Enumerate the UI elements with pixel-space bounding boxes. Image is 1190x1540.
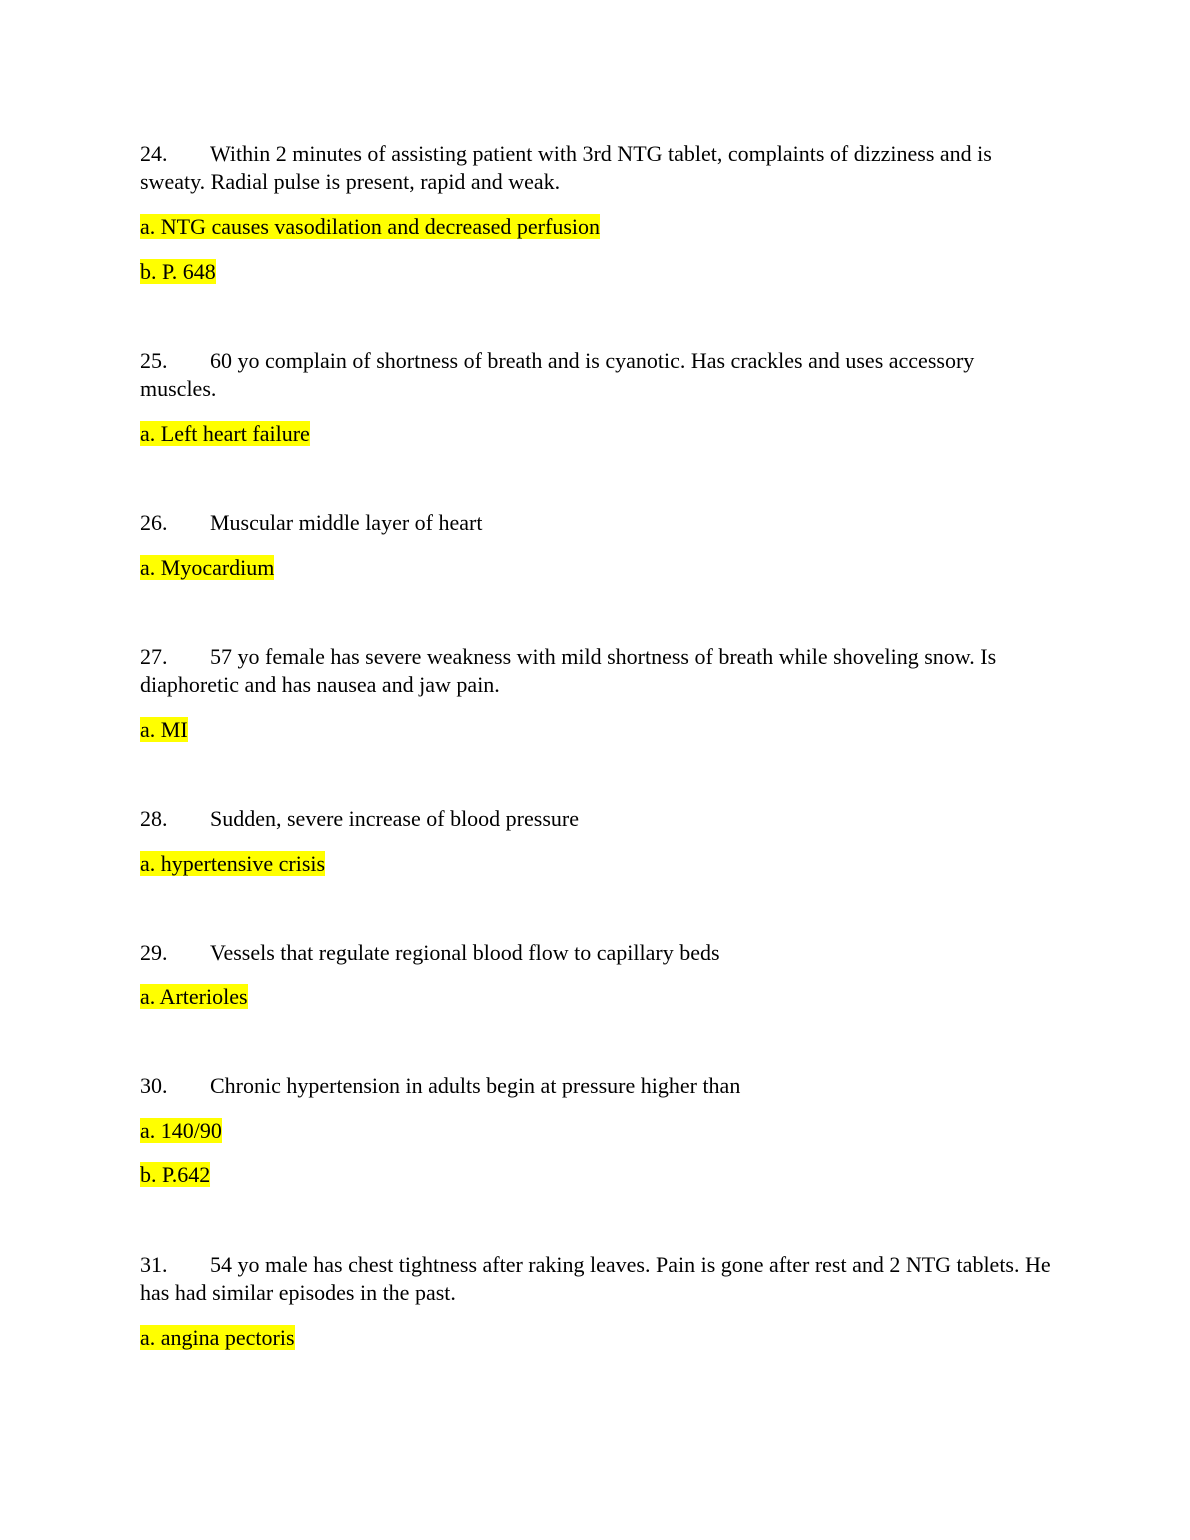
highlighted-answer: a. Myocardium (140, 555, 275, 580)
question-number: 24. (140, 141, 168, 166)
answer-31-a (140, 1324, 295, 1352)
question-25 (140, 347, 1052, 403)
highlighted-answer: a. 140/90 (140, 1118, 222, 1143)
highlighted-answer: b. P.642 (140, 1162, 211, 1187)
question-text: 54 yo male has chest tightness after raking leaves. Pain is gone after rest and 2 NTG tablets. He has had similar episodes in the past. (140, 1252, 1051, 1305)
question-number: 26. (140, 510, 168, 535)
question-number: 30. (140, 1073, 168, 1098)
answer-27-a (140, 716, 188, 744)
question-number: 29. (140, 940, 168, 965)
answer-30-b (140, 1161, 210, 1189)
question-text: Within 2 minutes of assisting patient with 3rd NTG tablet, complaints of dizziness and is sweaty. Radial pulse is present, rapid and weak. (140, 141, 992, 194)
question-text: 57 yo female has severe weakness with mild shortness of breath while shoveling snow. Is diaphoretic and has nausea and jaw pain. (140, 644, 997, 697)
highlighted-answer: a. hypertensive crisis (140, 851, 326, 876)
highlighted-answer: a. Left heart failure (140, 421, 310, 446)
question-29 (140, 939, 1052, 967)
answer-24-a (140, 213, 600, 241)
answer-24-b (140, 258, 216, 286)
question-text: 60 yo complain of shortness of breath and is cyanotic. Has crackles and uses accessory muscles. (140, 348, 975, 401)
question-31 (140, 1251, 1052, 1307)
highlighted-answer: a. NTG causes vasodilation and decreased perfusion (140, 214, 601, 239)
question-number: 25. (140, 348, 168, 373)
answer-28-a (140, 850, 325, 878)
answer-30-a (140, 1117, 222, 1145)
question-text: Sudden, severe increase of blood pressure (210, 806, 579, 831)
question-number: 28. (140, 806, 168, 831)
answer-25-a (140, 420, 310, 448)
question-30 (140, 1072, 1052, 1100)
answer-29-a (140, 983, 248, 1011)
question-text: Chronic hypertension in adults begin at pressure higher than (210, 1073, 741, 1098)
question-24 (140, 140, 1052, 196)
highlighted-answer: a. Arterioles (140, 984, 248, 1009)
question-28 (140, 805, 1052, 833)
highlighted-answer: b. P. 648 (140, 259, 216, 284)
question-text: Vessels that regulate regional blood flow to capillary beds (210, 940, 720, 965)
highlighted-answer: a. MI (140, 717, 188, 742)
highlighted-answer: a. angina pectoris (140, 1325, 295, 1350)
question-number: 27. (140, 644, 168, 669)
question-text: Muscular middle layer of heart (210, 510, 483, 535)
question-26 (140, 509, 1052, 537)
answer-26-a (140, 554, 274, 582)
question-number: 31. (140, 1252, 168, 1277)
question-27 (140, 643, 1052, 699)
